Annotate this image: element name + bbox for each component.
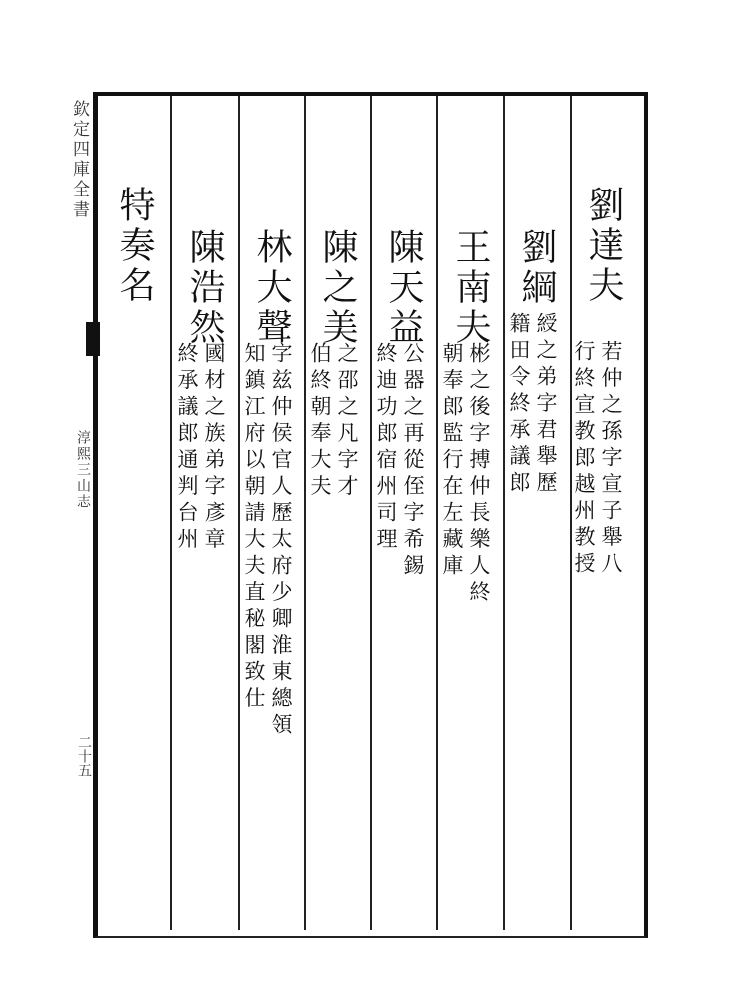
person-name: 陳之美 [317,228,358,348]
biography-line: 終承議郎通判台州 [175,342,199,554]
column-rule [238,96,240,930]
biography-line: 之邵之凡字才 [335,342,359,501]
biography-line: 知鎮江府以朝請大夫直秘閣致仕 [242,342,266,713]
column-rule [304,96,306,930]
biography-line: 彬之後字搏仲長樂人終 [467,342,491,607]
person-name: 劉達夫 [583,186,624,306]
biography-line: 字兹仲侯官人歷太府少卿淮東總領 [269,342,293,740]
margin-book-title: 欽定四庫全書 [69,100,89,220]
biography-line: 伯終朝奉大夫 [308,342,332,501]
margin-source-title: 淳熙三山志 [75,430,91,510]
person-name: 陳浩然 [184,228,225,348]
person-name: 林大聲 [251,228,292,348]
biography-line: 國材之族弟字彥章 [202,342,226,554]
section-heading: 特奏名 [114,186,155,306]
biography-line: 公器之再從侄字希錫 [401,342,425,581]
margin-page-number: 二十五 [76,735,92,777]
biography-line: 綬之弟字君舉歷 [534,312,558,498]
person-name: 陳天益 [383,228,424,348]
column-rule [170,96,172,930]
biography-line: 終迪功郎宿州司理 [374,342,398,554]
person-name: 王南夫 [450,228,491,348]
biography-line: 若仲之孫字宣子舉八 [599,340,623,579]
person-name: 劉綱 [516,228,557,308]
column-rule [503,96,505,930]
column-rule [370,96,372,930]
biography-line: 朝奉郎監行在左藏庫 [440,342,464,581]
column-rule [436,96,438,930]
biography-line: 籍田令終承議郎 [507,312,531,498]
biography-line: 行終宣教郎越州教授 [572,340,596,579]
